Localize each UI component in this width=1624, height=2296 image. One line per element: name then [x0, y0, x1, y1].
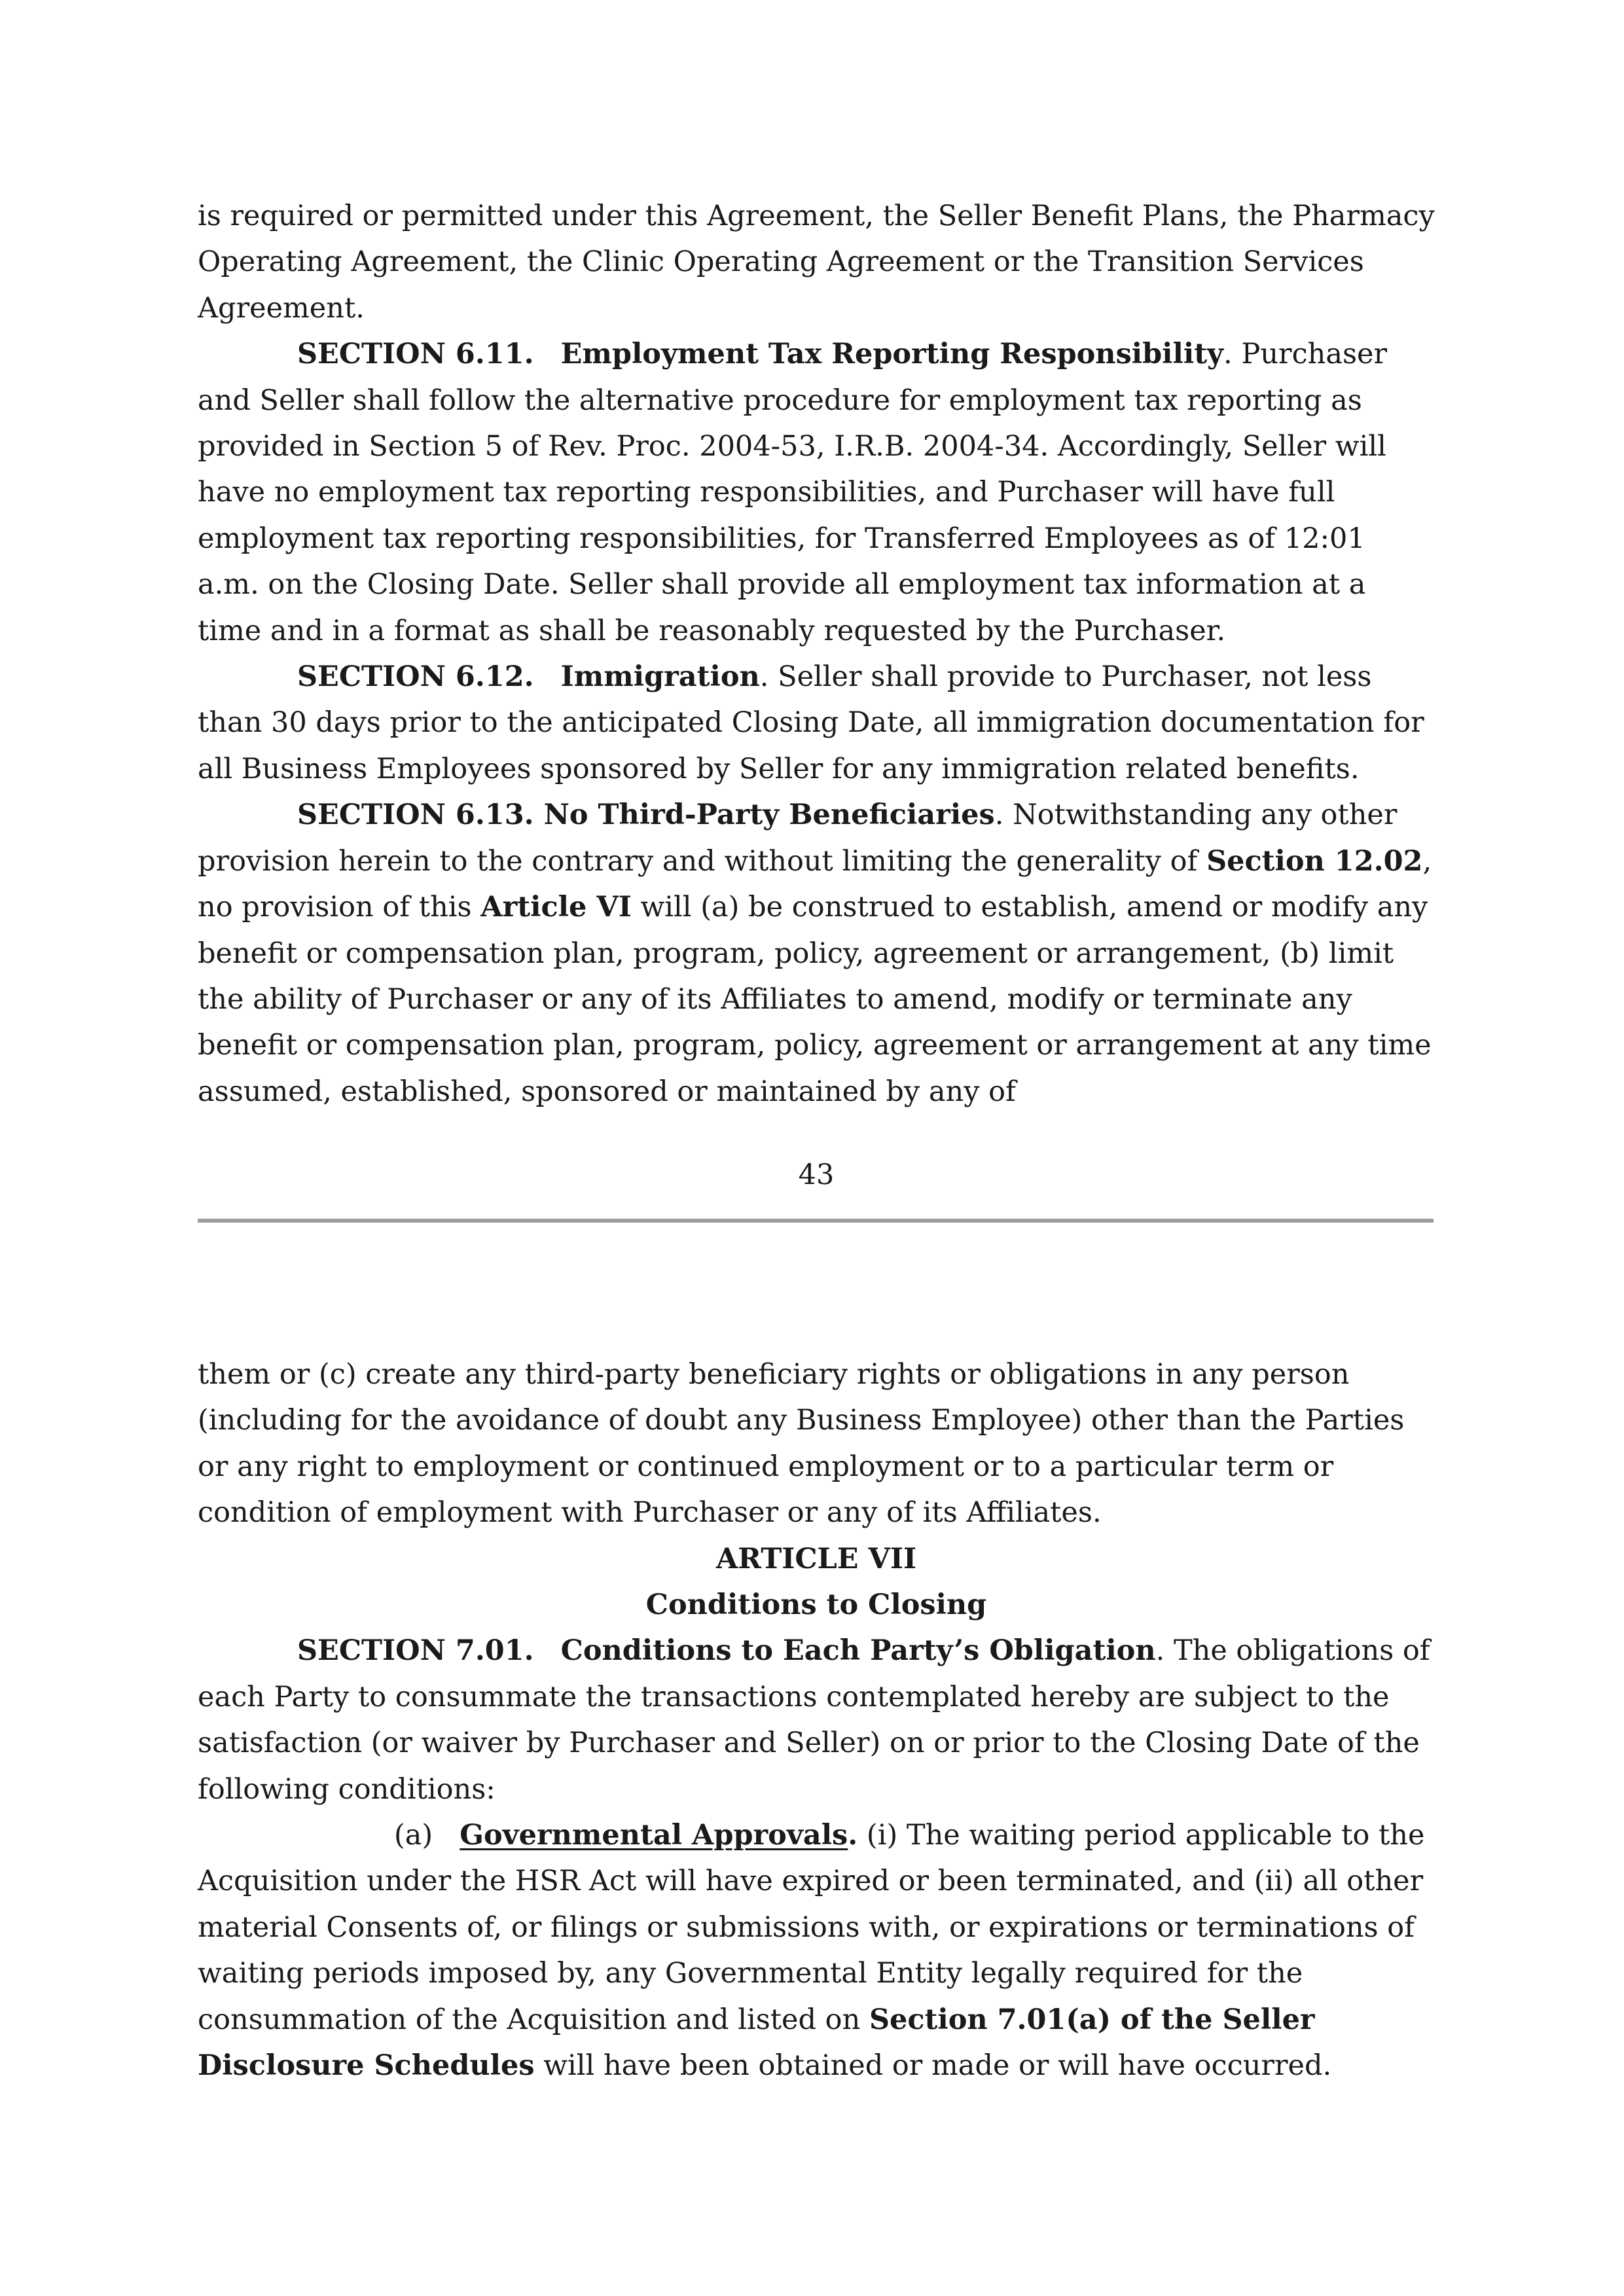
item-heading [460, 1819, 857, 1852]
cross-reference: Article VI [480, 891, 632, 924]
article-title: ARTICLE VII [715, 1542, 917, 1575]
page-divider [198, 1219, 1434, 1223]
article-subtitle: Conditions to Closing [645, 1588, 987, 1622]
section-number: SECTION 6.11. [297, 338, 534, 371]
section-heading: Employment Tax Reporting Responsibility [560, 338, 1224, 371]
item-heading-text: Governmental Approvals [460, 1819, 848, 1852]
page-number: 43 [798, 1158, 835, 1191]
section-body: , no provision of this [198, 844, 1432, 924]
section-body: will (a) be construed to establish, amend or modify any benefit or compensation plan, program, policy, agreement or arrangement, (b) limit the ability of Purchaser or any of its Affiliates to amend, modify or terminate any benefit or compensation plan, program, policy, agreement or arrangement at any time assumed, established, sponsored or maintained by any of [198, 891, 1432, 1108]
section-number: SECTION 7.01. [297, 1634, 534, 1668]
section-body: . Purchaser and Seller shall follow the alternative procedure for employment tax reporting as provided in Section 5 of Rev. Proc. 2004-53, I.R.B. 2004-34. Accordingly, Seller will have no employment tax reporting responsibilities, and Purchaser will have full employment tax reporting responsibilities, for Transferred Employees as of 12:01 a.m. on the Closing Date. Seller shall provide all employment tax information at a time and in a format as shall be reasonably requested by the Purchaser. [198, 338, 1388, 647]
item-label: (a) [394, 1819, 433, 1852]
section-body: . Seller shall provide to Purchaser, not less than 30 days prior to the anticipated Closing Date, all immigration documentation for all Business Employees sponsored by Seller for any immigration related benefits. [198, 660, 1424, 785]
cross-reference: Section 12.02 [1206, 844, 1423, 878]
section-body: . Notwithstanding any other provision herein to the contrary and without limiting the generality of [198, 798, 1398, 878]
section-6-12 [198, 654, 1435, 792]
condition-item-a [198, 1812, 1435, 2089]
section-heading: SECTION 6.13. No Third-Party Beneficiaries [297, 798, 995, 832]
page-43-content [198, 193, 1435, 1115]
section-heading: Conditions to Each Party’s Obligation [560, 1634, 1156, 1668]
section-6-13 [198, 792, 1435, 1115]
section-heading: Immigration [560, 660, 760, 694]
page-44-content [198, 1352, 1435, 2089]
paragraph-continuation: them or (c) create any third-party beneficiary rights or obligations in any person (including for the avoidance of doubt any Business Employee) other than the Parties or any right to employment or continued employment or to a particular term or condition of employment with Purchaser or any of its Affiliates. [198, 1358, 1405, 1530]
section-number: SECTION 6.12. [297, 660, 534, 694]
item-body: (i) The waiting period applicable to the Acquisition under the HSR Act will have expired or been terminated, and (ii) all other material Consents of, or filings or submissions with, or expirations or terminations of waiting periods imposed by, any Governmental Entity legally required for the consummation of the Acquisition and listed on [198, 1819, 1425, 2036]
item-heading-period: . [848, 1819, 858, 1852]
section-7-01 [198, 1628, 1435, 1812]
section-6-11 [198, 331, 1435, 654]
cross-reference: Section 7.01(a) of the Seller Disclosure Schedules [198, 2003, 1315, 2083]
paragraph-continuation: is required or permitted under this Agreement, the Seller Benefit Plans, the Pharmacy Operating Agreement, the Clinic Operating Agreement or the Transition Services Agreement. [198, 200, 1435, 325]
section-body: . The obligations of each Party to consummate the transactions contemplated hereby are subject to the satisfaction (or waiver by Purchaser and Seller) on or prior to the Closing Date of the following conditions: [198, 1634, 1430, 1806]
item-body: will have been obtained or made or will have occurred. [534, 2049, 1332, 2083]
